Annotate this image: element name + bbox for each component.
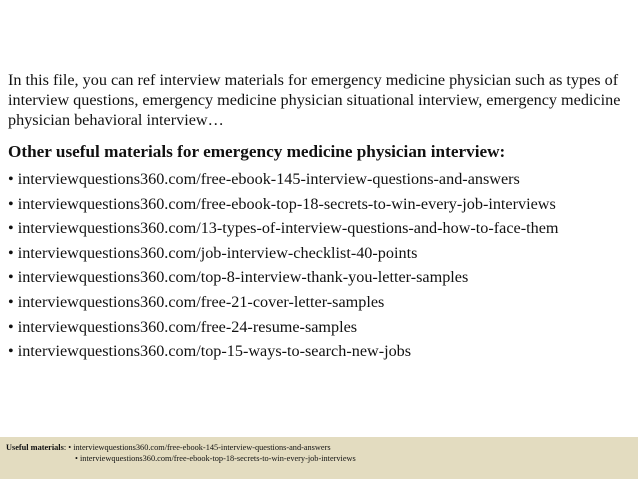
materials-heading: Other useful materials for emergency medicine physician interview: [8,142,506,161]
bullet-icon: • [8,219,14,238]
footer-indent [6,453,75,464]
footer-bar [0,437,638,479]
list-item[interactable] [8,292,630,317]
bullet-icon: • [8,243,14,262]
list-item[interactable] [8,194,630,219]
bullet-icon: • [8,342,14,361]
list-item[interactable] [8,267,630,292]
bullet-icon: • [8,317,14,336]
slide-content [8,70,630,366]
footer-bullet-icon: • [75,454,78,463]
footer-bullet-icon: • [68,443,72,452]
bullet-icon: • [8,170,14,188]
link-text[interactable]: interviewquestions360.com/top-8-interview-thank-you-letter-samples [17,268,469,287]
list-item[interactable] [8,317,630,342]
footer-link[interactable]: interviewquestions360.com/free-ebook-145-interview-questions-and-answers [73,443,331,452]
link-text[interactable]: interviewquestions360.com/job-interview-checklist-40-points [17,243,418,262]
link-text[interactable]: interviewquestions360.com/free-21-cover-letter-samples [17,292,385,311]
list-item[interactable] [8,243,630,268]
link-text[interactable]: interviewquestions360.com/top-15-ways-to-search-new-jobs [17,342,412,361]
list-item[interactable] [8,218,630,243]
materials-list [8,169,630,366]
link-text[interactable]: interviewquestions360.com/free-24-resume-samples [17,317,358,336]
list-item[interactable] [8,169,630,194]
bullet-icon: • [8,194,14,213]
intro-paragraph: In this file, you can ref interview materials for emergency medicine physician such as types of interview questions, emergency medicine physician situational interview, emergency medicine physician behavioral interview… [8,71,621,129]
link-text[interactable]: interviewquestions360.com/free-ebook-145-interview-questions-and-answers [17,170,520,188]
footer-link[interactable]: interviewquestions360.com/free-ebook-top-18-secrets-to-win-every-job-interviews [79,454,356,463]
link-text[interactable]: interviewquestions360.com/free-ebook-top-18-secrets-to-win-every-job-interviews [17,194,556,213]
footer-label: Useful materials: [6,443,67,452]
list-item[interactable] [8,341,630,366]
bullet-icon: • [8,268,14,287]
bullet-icon: • [8,292,14,311]
link-text[interactable]: interviewquestions360.com/13-types-of-interview-questions-and-how-to-face-them [17,219,559,238]
footer-links [6,442,356,464]
